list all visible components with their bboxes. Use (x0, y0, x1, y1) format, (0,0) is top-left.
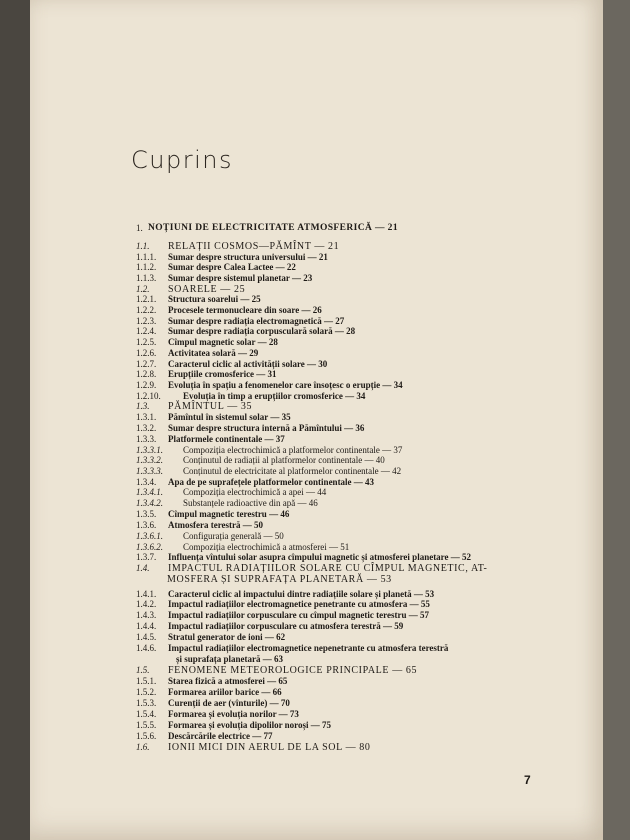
toc-entry-number: 1.2.1. (136, 294, 157, 304)
toc-entry-number: 1.3.3. (136, 434, 157, 444)
toc-entry-number: 1.3.5. (136, 509, 157, 519)
toc-entry-number: 1.5. (136, 665, 150, 675)
toc-entry-title: FENOMENE METEOROLOGICE PRINCIPALE — 65 (168, 665, 418, 676)
page-number: 7 (524, 773, 531, 787)
toc-entry-title: Evoluția în spațiu a fenomenelor care însoțesc o erupție — 34 (168, 380, 403, 390)
toc-entry-number: 1.1.3. (136, 273, 157, 283)
toc-entry-number: 1.3.4. (136, 477, 157, 487)
toc-entry-number: 1.3. (136, 401, 150, 411)
toc-entry-title: NOȚIUNI DE ELECTRICITATE ATMOSFERICĂ — 21 (148, 223, 398, 233)
toc-entry-title: Stratul generator de ioni — 62 (168, 632, 286, 642)
toc-entry-number: 1.4.5. (136, 632, 157, 642)
toc-entry-number: 1.1.1. (136, 252, 157, 262)
toc-entry-title: IONII MICI DIN AERUL DE LA SOL — 80 (168, 742, 371, 753)
toc-entry-title: Sumar despre Calea Lactee — 22 (168, 262, 296, 272)
toc-entry-number: 1.2.9. (136, 380, 157, 390)
toc-entry-title: Compoziția electrochimică a platformelor continentale — 37 (183, 445, 403, 455)
toc-entry-number: 1.3.4.1. (136, 487, 163, 497)
toc-entry-title: Formarea ariilor barice — 66 (168, 687, 282, 697)
toc-entry-title: Sumar despre radiația electromagnetică — 27 (168, 316, 345, 326)
toc-entry-number: 1.3.1. (136, 412, 157, 422)
toc-entry-title: Evoluția în timp a erupțiilor cromosferice — 34 (183, 391, 366, 401)
toc-entry-number: 1.2.3. (136, 316, 157, 326)
toc-entry-number: 1.2.7. (136, 359, 157, 369)
toc-entry-number: 1.4.1. (136, 589, 157, 599)
toc-entry-title: Caracterul ciclic al impactului dintre radiațiile solare și planetă — 53 (168, 589, 435, 599)
toc-entry-title: Compoziția electrochimică a apei — 44 (183, 487, 327, 497)
toc-entry-number: 1.5.3. (136, 698, 157, 708)
toc-entry-title: RELAȚII COSMOS—PĂMÎNT — 21 (168, 241, 340, 252)
toc-entry-title: Sumar despre structura internă a Pămîntului — 36 (168, 423, 365, 433)
toc-entry-title: Impactul radiațiilor corpusculare cu cîmpul magnetic terestru — 57 (168, 610, 429, 620)
toc-entry-number: 1.5.5. (136, 720, 157, 730)
toc-entry-title: Caracterul ciclic al activității solare — 30 (168, 359, 328, 369)
toc-entry-number: 1.1. (136, 241, 150, 251)
toc-entry-number: 1.3.3.2. (136, 455, 163, 465)
toc-entry-number: 1.5.2. (136, 687, 157, 697)
toc-entry-title: Atmosfera terestră — 50 (168, 520, 264, 530)
toc-entry-title: Sumar despre radiația corpusculară solară — 28 (168, 326, 356, 336)
toc-entry-title: Procesele termonucleare din soare — 26 (168, 305, 322, 315)
toc-entry-number: 1.6. (136, 742, 150, 752)
toc-entry-title: Sumar despre structura universului — 21 (168, 252, 328, 262)
toc-entry-title: Cîmpul magnetic solar — 28 (168, 337, 278, 347)
toc-entry-title: Starea fizică a atmosferei — 65 (168, 676, 288, 686)
toc-entry-title: SOARELE — 25 (168, 284, 246, 295)
toc-entry-number: 1.4.3. (136, 610, 157, 620)
toc-entry-number: 1.1.2. (136, 262, 157, 272)
toc-entry-title: Formarea și evoluția norilor — 73 (168, 709, 299, 719)
toc-entry-number: 1. (136, 223, 143, 233)
toc-entry-title: Formarea și evoluția dipolilor noroși — 75 (168, 720, 332, 730)
toc-entry-number: 1.3.7. (136, 552, 157, 562)
toc-entry-title: Substanțele radioactive din apă — 46 (183, 498, 318, 508)
toc-entry-number: 1.2.5. (136, 337, 157, 347)
toc-entry-title: Conținutul de radiații al platformelor continentale — 40 (183, 455, 385, 465)
toc-entry-number: 1.3.3.1. (136, 445, 163, 455)
toc-entry-number: 1.2.8. (136, 369, 157, 379)
toc-entry-number: 1.4.2. (136, 599, 157, 609)
toc-entry-title: Configurația generală — 50 (183, 531, 284, 541)
toc-entry-number: 1.4. (136, 563, 150, 573)
toc-entry-title: Pămîntul în sistemul solar — 35 (168, 412, 291, 422)
toc-entry-continuation: și suprafața planetară — 63 (176, 654, 284, 664)
toc-entry-number: 1.3.6.1. (136, 531, 163, 541)
toc-entry-number: 1.5.4. (136, 709, 157, 719)
toc-entry-title: PĂMÎNTUL — 35 (168, 401, 253, 412)
toc-entry-title: Curenții de aer (vînturile) — 70 (168, 698, 290, 708)
toc-entry-title: Impactul radiațiilor electromagnetice penetrante cu atmosfera — 55 (168, 599, 430, 609)
toc-entry-number: 1.3.4.2. (136, 498, 163, 508)
toc-entry-title: Impactul radiațiilor electromagnetice nepenetrante cu atmosfera terestră (168, 643, 449, 653)
toc-entry-title: Platformele continentale — 37 (168, 434, 285, 444)
toc-entry-number: 1.3.2. (136, 423, 157, 433)
toc-entry-number: 1.2.10. (136, 391, 161, 401)
toc-entry-title: Erupțiile cromosferice — 31 (168, 369, 277, 379)
toc-entry-number: 1.2.4. (136, 326, 157, 336)
toc-entry-title: Conținutul de electricitate al platformelor continentale — 42 (183, 466, 402, 476)
toc-entry-continuation: MOSFERA ȘI SUPRAFAȚA PLANETARĂ — 53 (167, 574, 392, 585)
toc-entry-number: 1.2.2. (136, 305, 157, 315)
toc-entry-title: Cîmpul magnetic terestru — 46 (168, 509, 290, 519)
toc-entry-number: 1.4.6. (136, 643, 157, 653)
toc-entry-number: 1.5.1. (136, 676, 157, 686)
toc-entry-title: Sumar despre sistemul planetar — 23 (168, 273, 313, 283)
toc-entry-number: 1.3.3.3. (136, 466, 163, 476)
toc-entry-title: Impactul radiațiilor corpusculare cu atmosfera terestră — 59 (168, 621, 404, 631)
toc-entry-title: Activitatea solară — 29 (168, 348, 259, 358)
toc-entry-title: IMPACTUL RADIAȚIILOR SOLARE CU CÎMPUL MAGNETIC, AT- (168, 563, 488, 574)
toc-entry-title: Compoziția electrochimică a atmosferei — 51 (183, 542, 350, 552)
toc-entry-title: Structura soarelui — 25 (168, 294, 261, 304)
toc-entry-title: Apa de pe suprafețele platformelor continentale — 43 (168, 477, 375, 487)
toc-entry-number: 1.3.6.2. (136, 542, 163, 552)
toc-entry-number: 1.2.6. (136, 348, 157, 358)
toc-entry-number: 1.5.6. (136, 731, 157, 741)
toc-entry-number: 1.3.6. (136, 520, 157, 530)
toc-entry-number: 1.2. (136, 284, 150, 294)
page-title: Cuprins (131, 146, 233, 174)
toc-entry-title: Influența vîntului solar asupra cîmpului magnetic și atmosferei planetare — 52 (168, 552, 472, 562)
toc-entry-number: 1.4.4. (136, 621, 157, 631)
toc-entry-title: Descărcările electrice — 77 (168, 731, 273, 741)
